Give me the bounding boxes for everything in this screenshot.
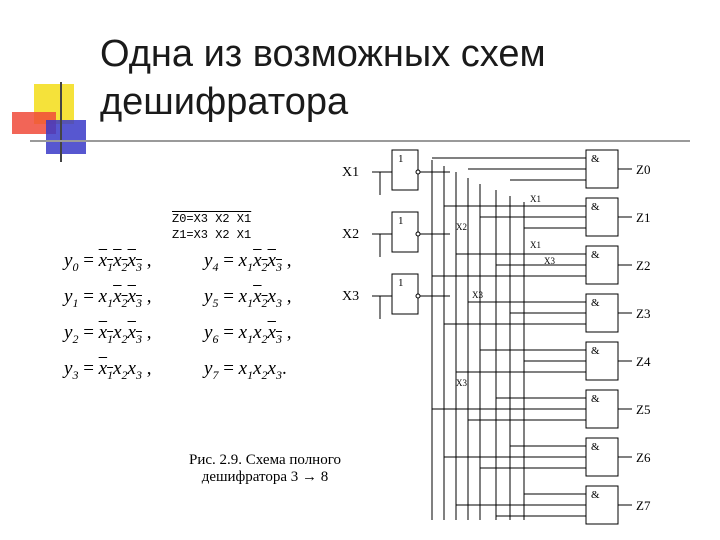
eq-lhs: $y_0$ — [64, 250, 79, 274]
and-label: & — [591, 201, 600, 213]
output-label-z7: Z7 — [636, 498, 651, 513]
eq-lhs: $y_4$ — [204, 250, 219, 274]
output-label-z3: Z3 — [636, 306, 651, 321]
eq-term: $x_3$ — [267, 358, 282, 382]
eq-comma: , — [141, 322, 152, 343]
eq-term: $x_1$ — [98, 322, 114, 346]
eq-equals: = — [78, 358, 99, 379]
eq-lhs: $y_3$ — [64, 358, 79, 382]
eq-lhs: $y_2$ — [64, 322, 79, 346]
eq-term: $x_3$ — [267, 286, 282, 310]
output-label-z2: Z2 — [636, 258, 651, 273]
caption-line-1: Рис. 2.9. Схема полного — [189, 452, 341, 468]
inverter-gate — [392, 274, 418, 314]
eq-term: $x_2$ — [253, 322, 268, 346]
eq-equals: = — [78, 250, 99, 271]
eq-term: $x_1$ — [238, 250, 254, 274]
eq-term: $x_1$ — [238, 322, 254, 346]
eq-equals: = — [78, 286, 99, 307]
eq-term: $x_1$ — [238, 358, 254, 382]
eq-equals: = — [218, 286, 239, 307]
eq-equals: = — [218, 250, 239, 271]
eq-term: $x_2$ — [113, 286, 128, 310]
eq-comma: , — [141, 286, 152, 307]
formula-z0-text: Z0=X3 X2 X1 — [172, 212, 252, 226]
eq-term: $x_2$ — [253, 286, 268, 310]
eq-term: $x_1$ — [98, 286, 114, 310]
eq-lhs: $y_6$ — [204, 322, 219, 346]
inverter-label: 1 — [398, 153, 404, 165]
wire-label: X3 — [472, 290, 483, 300]
inverter-gate — [392, 150, 418, 190]
eq-equals: = — [218, 322, 239, 343]
eq-term: $x_2$ — [113, 358, 128, 382]
eq-comma: , — [281, 322, 292, 343]
eq-lhs: $y_5$ — [204, 286, 219, 310]
eq-comma: , — [281, 250, 292, 271]
inversion-bubble — [416, 170, 420, 174]
input-label-x2: X2 — [342, 227, 360, 242]
eq-term: $x_3$ — [267, 250, 282, 274]
eq-comma: , — [141, 250, 152, 271]
inversion-bubble — [416, 232, 420, 236]
output-label-z4: Z4 — [636, 354, 651, 369]
wire-label: X1 — [530, 240, 541, 250]
eq-term: $x_1$ — [98, 250, 114, 274]
and-label: & — [591, 393, 600, 405]
inverter-label: 1 — [398, 215, 404, 227]
inverter-label: 1 — [398, 277, 404, 289]
eq-term: $x_2$ — [253, 358, 268, 382]
wire-label: X2 — [456, 222, 467, 232]
eq-lhs: $y_1$ — [64, 286, 79, 310]
eq-equals: = — [218, 358, 239, 379]
and-label: & — [591, 153, 600, 165]
eq-term: $x_3$ — [127, 250, 142, 274]
and-label: & — [591, 297, 600, 309]
eq-term: $x_2$ — [113, 250, 128, 274]
input-label-x3: X3 — [342, 289, 360, 304]
eq-term: $x_3$ — [127, 322, 142, 346]
eq-term: $x_3$ — [127, 286, 142, 310]
inverter-gate — [392, 212, 418, 252]
wire-label: X1 — [530, 194, 541, 204]
eq-term: $x_2$ — [253, 250, 268, 274]
eq-comma: , — [281, 286, 292, 307]
eq-term: $x_1$ — [238, 286, 254, 310]
and-label: & — [591, 249, 600, 261]
title-line-2: дешифратора — [100, 81, 349, 123]
eq-term: $x_3$ — [127, 358, 142, 382]
inversion-bubble — [416, 294, 420, 298]
eq-term: $x_2$ — [113, 322, 128, 346]
wire-label: X3 — [544, 256, 555, 266]
and-label: & — [591, 345, 600, 357]
output-label-z6: Z6 — [636, 450, 651, 465]
output-label-z0: Z0 — [636, 162, 651, 177]
output-label-z5: Z5 — [636, 402, 651, 417]
eq-term: $x_1$ — [98, 358, 114, 382]
input-label-x1: X1 — [342, 165, 360, 180]
eq-equals: = — [78, 322, 99, 343]
output-label-z1: Z1 — [636, 210, 651, 225]
and-label: & — [591, 489, 600, 501]
formula-z1-text: Z1=X3 X2 X1 — [172, 228, 252, 242]
wire-label: X3 — [456, 378, 467, 388]
eq-comma: , — [141, 358, 152, 379]
eq-lhs: $y_7$ — [204, 358, 219, 382]
and-label: & — [591, 441, 600, 453]
title-line-1: Одна из возможных схем — [100, 33, 546, 75]
eq-term: $x_3$ — [267, 322, 282, 346]
eq-comma: . — [281, 358, 287, 379]
caption-line-2: дешифратора 3 → 8 — [201, 469, 329, 485]
